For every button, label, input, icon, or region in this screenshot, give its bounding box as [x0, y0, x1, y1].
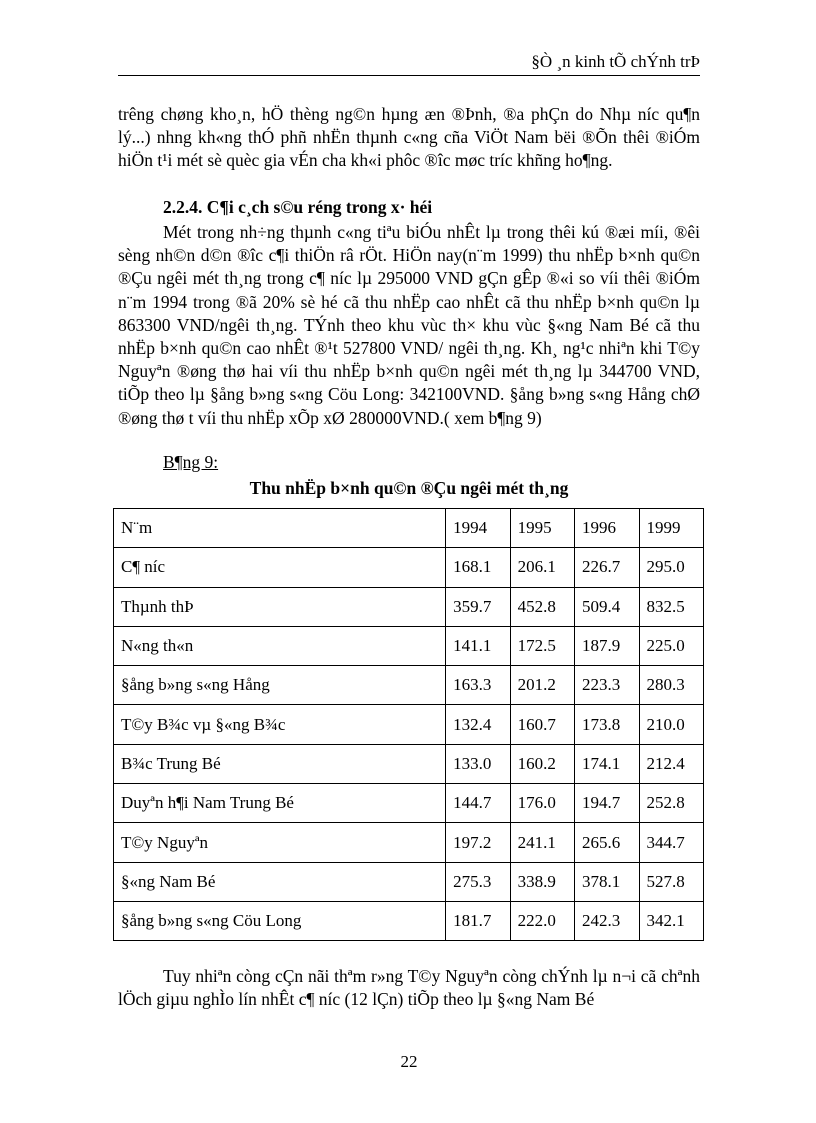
table-cell: 226.7: [575, 548, 639, 587]
table-header-cell: 1999: [639, 509, 704, 548]
table-cell: 176.0: [510, 784, 574, 823]
table-cell: 275.3: [446, 862, 510, 901]
paragraph-after-table: [118, 965, 700, 1011]
paragraph-text: Mét trong nh÷ng thµnh c«ng tiªu biÓu nhÊt lµ trong thêi kú ®æi míi, ®êi sèng nh©n d©n ®îc c¶i thiÖn râ rÖt. HiÖn nay(n¨m 1999) thu nhËp b×nh qu©n ®Çu ngêi mét th¸ng trong c¶ níc lµ 295000 VND gÇn gÊp ®«i so víi thêi ®iÓm n¨m 1994 trong ®ã 20% sè hé cã thu nhËp cao nhÊt cã thu nhËp b×nh qu©n lµ 863300 VND/ngêi th¸ng. TÝnh theo khu vùc th× khu vùc §«ng Nam Bé cã thu nhËp b×nh qu©n cao nhÊt ®¹t 527800 VND/ ngêi th¸ng. Kh¸ ng¹c nhiªn khi T©y Nguyªn ®øng thø hai víi thu nhËp b×nh qu©n ngêi mét th¸ng lµ 344700 VND, tiÕp theo lµ §ång b»ng s«ng Cöu Long: 342100VND. §ång b»ng s«ng Hång chØ ®øng thø t víi thu nhËp xÕp xØ 280000VND.( xem b¶ng 9): [118, 222, 700, 428]
table-row: [114, 587, 704, 626]
table-cell: 342.1: [639, 901, 704, 940]
table-cell: 832.5: [639, 587, 704, 626]
table-cell: 242.3: [575, 901, 639, 940]
table-cell: 174.1: [575, 744, 639, 783]
running-header: §Ò ¸n kinh tÕ chÝnh trÞ: [531, 52, 700, 71]
table-cell: 181.7: [446, 901, 510, 940]
table-cell: 222.0: [510, 901, 574, 940]
table-cell: 172.5: [510, 626, 574, 665]
table-cell: 280.3: [639, 666, 704, 705]
table-cell: 212.4: [639, 744, 704, 783]
table-cell: 160.7: [510, 705, 574, 744]
table-row-label: §«ng Nam Bé: [114, 862, 446, 901]
header-divider: [118, 75, 700, 76]
income-table: [113, 508, 704, 941]
table-row-label: §ång b»ng s«ng Cöu Long: [114, 901, 446, 940]
table-row: [114, 626, 704, 665]
table-row: [114, 823, 704, 862]
table-cell: 201.2: [510, 666, 574, 705]
table-cell: 338.9: [510, 862, 574, 901]
table-cell: 378.1: [575, 862, 639, 901]
table-header-cell: N¨m: [114, 509, 446, 548]
table-label: B¶ng 9:: [163, 452, 219, 472]
table-row-label: C¶ níc: [114, 548, 446, 587]
table-header-cell: 1996: [575, 509, 639, 548]
table-cell: 295.0: [639, 548, 704, 587]
table-cell: 197.2: [446, 823, 510, 862]
table-row: [114, 548, 704, 587]
table-cell: 206.1: [510, 548, 574, 587]
paragraph-text: Tuy nhiªn còng cÇn nãi thªm r»ng T©y Nguyªn còng chÝnh lµ n¬i cã chªnh lÖch giµu nghÌo lín nhÊt c¶ níc (12 lÇn) tiÕp theo lµ §«ng Nam Bé: [118, 966, 700, 1010]
table-cell: 241.1: [510, 823, 574, 862]
table-row: [114, 666, 704, 705]
table-cell: 173.8: [575, 705, 639, 744]
table-cell: 223.3: [575, 666, 639, 705]
table-row: [114, 705, 704, 744]
table-cell: 160.2: [510, 744, 574, 783]
paragraph-income: [118, 221, 700, 430]
table-row-label: Thµnh thÞ: [114, 587, 446, 626]
table-cell: 194.7: [575, 784, 639, 823]
table-cell: 527.8: [639, 862, 704, 901]
table-row: [114, 744, 704, 783]
table-cell: 210.0: [639, 705, 704, 744]
paragraph-continued: [118, 103, 700, 173]
table-row-label: B¾c Trung Bé: [114, 744, 446, 783]
section-heading: 2.2.4. C¶i c¸ch s©u réng trong x· héi: [163, 197, 433, 217]
table-title: Thu nhËp b×nh qu©n ®Çu ngêi mét th¸ng: [249, 478, 569, 498]
table-row: [114, 784, 704, 823]
table-header-cell: 1994: [446, 509, 510, 548]
table-header-row: [114, 509, 704, 548]
table-cell: 132.4: [446, 705, 510, 744]
table-cell: 187.9: [575, 626, 639, 665]
table-row: [114, 862, 704, 901]
table-header-cell: 1995: [510, 509, 574, 548]
table-cell: 252.8: [639, 784, 704, 823]
table-cell: 163.3: [446, 666, 510, 705]
table-row-label: N«ng th«n: [114, 626, 446, 665]
table-cell: 344.7: [639, 823, 704, 862]
table-cell: 133.0: [446, 744, 510, 783]
page-number: 22: [400, 1052, 418, 1071]
table-cell: 144.7: [446, 784, 510, 823]
paragraph-text: trêng chøng kho¸n, hÖ thèng ng©n hµng æn ®Þnh, ®a phÇn do Nhµ níc qu¶n lý...) nhng kh«ng thÓ phñ nhËn thµnh c«ng cña ViÖt Nam bëi ®Õn thêi ®iÓm hiÖn t¹i mét sè quèc gia vÉn cha kh«i phôc ®îc møc tríc khñng ho¶ng.: [118, 104, 700, 171]
table-row-label: Duyªn h¶i Nam Trung Bé: [114, 784, 446, 823]
table-cell: 141.1: [446, 626, 510, 665]
table-row: [114, 901, 704, 940]
table-cell: 509.4: [575, 587, 639, 626]
table-cell: 225.0: [639, 626, 704, 665]
table-cell: 168.1: [446, 548, 510, 587]
table-row-label: §ång b»ng s«ng Hång: [114, 666, 446, 705]
table-row-label: T©y Nguyªn: [114, 823, 446, 862]
table-row-label: T©y B¾c vµ §«ng B¾c: [114, 705, 446, 744]
table-cell: 359.7: [446, 587, 510, 626]
table-cell: 265.6: [575, 823, 639, 862]
table-cell: 452.8: [510, 587, 574, 626]
